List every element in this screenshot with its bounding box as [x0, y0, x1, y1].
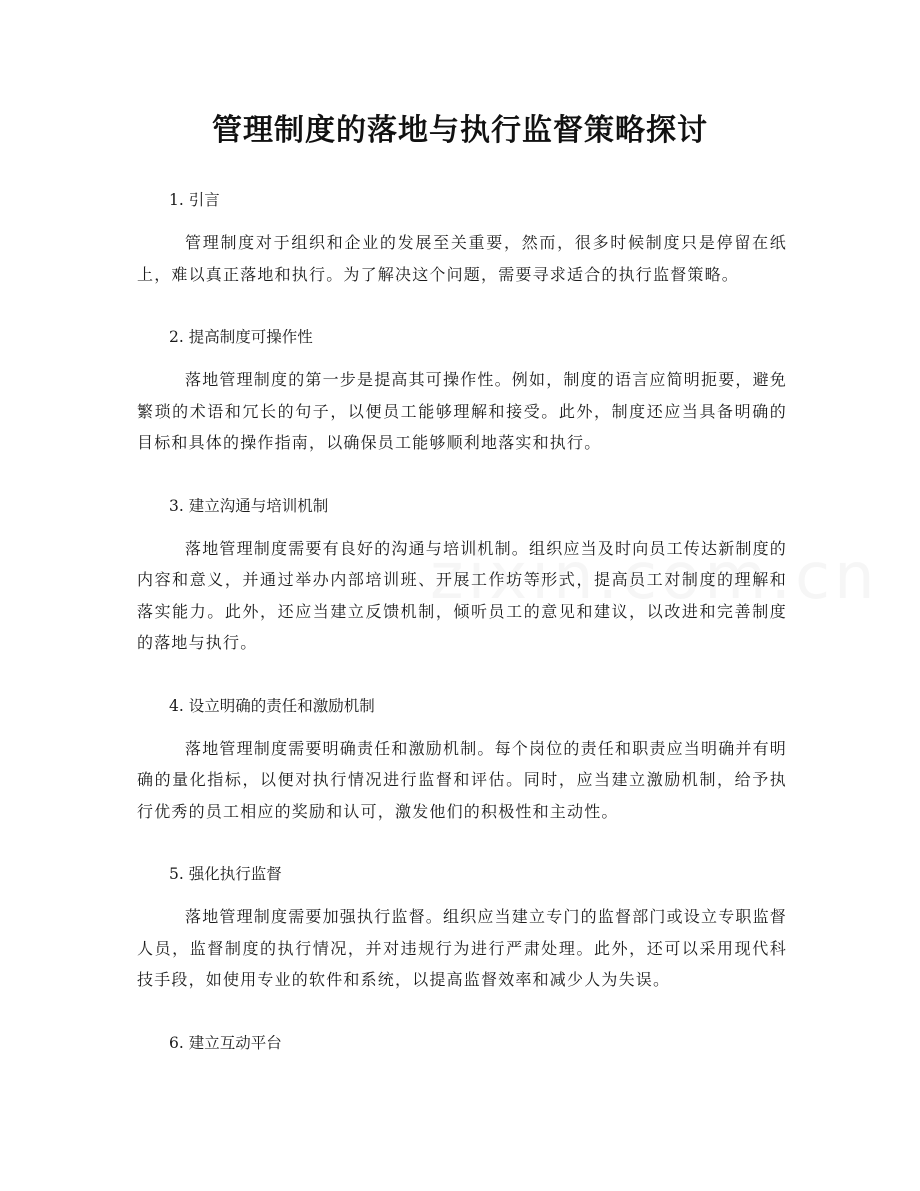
section-communication-training [137, 487, 787, 659]
section-operability [137, 318, 787, 459]
section-responsibility-incentive [137, 687, 787, 828]
section-paragraph: 落地管理制度需要明确责任和激励机制。每个岗位的责任和职责应当明确并有明确的量化指标，以便对执行情况进行监督和评估。同时，应当建立激励机制，给予执行优秀的员工相应的奖励和认可，激发他们的积极性和主动性。 [137, 738, 788, 821]
section-execution-supervision [137, 855, 787, 996]
document-title: 管理制度的落地与执行监督策略探讨 [212, 113, 708, 148]
section-heading: 1. 引言 [169, 191, 220, 209]
section-heading: 2. 提高制度可操作性 [169, 328, 313, 346]
section-paragraph: 落地管理制度需要加强执行监督。组织应当建立专门的监督部门或设立专职监督人员，监督制度的执行情况，并对违规行为进行严肃处理。此外，还可以采用现代科技手段，如使用专业的软件和系统，以提高监督效率和减少人为失误。 [137, 907, 788, 989]
section-paragraph: 落地管理制度的第一步是提高其可操作性。例如，制度的语言应简明扼要，避免繁琐的术语和冗长的句子，以便员工能够理解和接受。此外，制度还应当具备明确的目标和具体的操作指南，以确保员工能够顺利地落实和执行。 [137, 370, 788, 452]
section-heading: 4. 设立明确的责任和激励机制 [169, 696, 375, 715]
section-introduction [137, 181, 787, 290]
section-heading: 5. 强化执行监督 [169, 865, 282, 883]
section-paragraph: 落地管理制度需要有良好的沟通与培训机制。组织应当及时向员工传达新制度的内容和意义，并通过举办内部培训班、开展工作坊等形式，提高员工对制度的理解和落实能力。此外，还应当建立反馈机制，倾听员工的意见和建议，以改进和完善制度的落地与执行。 [137, 538, 788, 652]
section-paragraph: 管理制度对于组织和企业的发展至关重要，然而，很多时候制度只是停留在纸上，难以真正落地和执行。为了解决这个问题，需要寻求适合的执行监督策略。 [137, 233, 787, 284]
section-interactive-platform [137, 1024, 787, 1062]
section-heading: 6. 建立互动平台 [169, 1033, 282, 1052]
document-content [137, 181, 787, 1062]
section-heading: 3. 建立沟通与培训机制 [169, 496, 329, 515]
